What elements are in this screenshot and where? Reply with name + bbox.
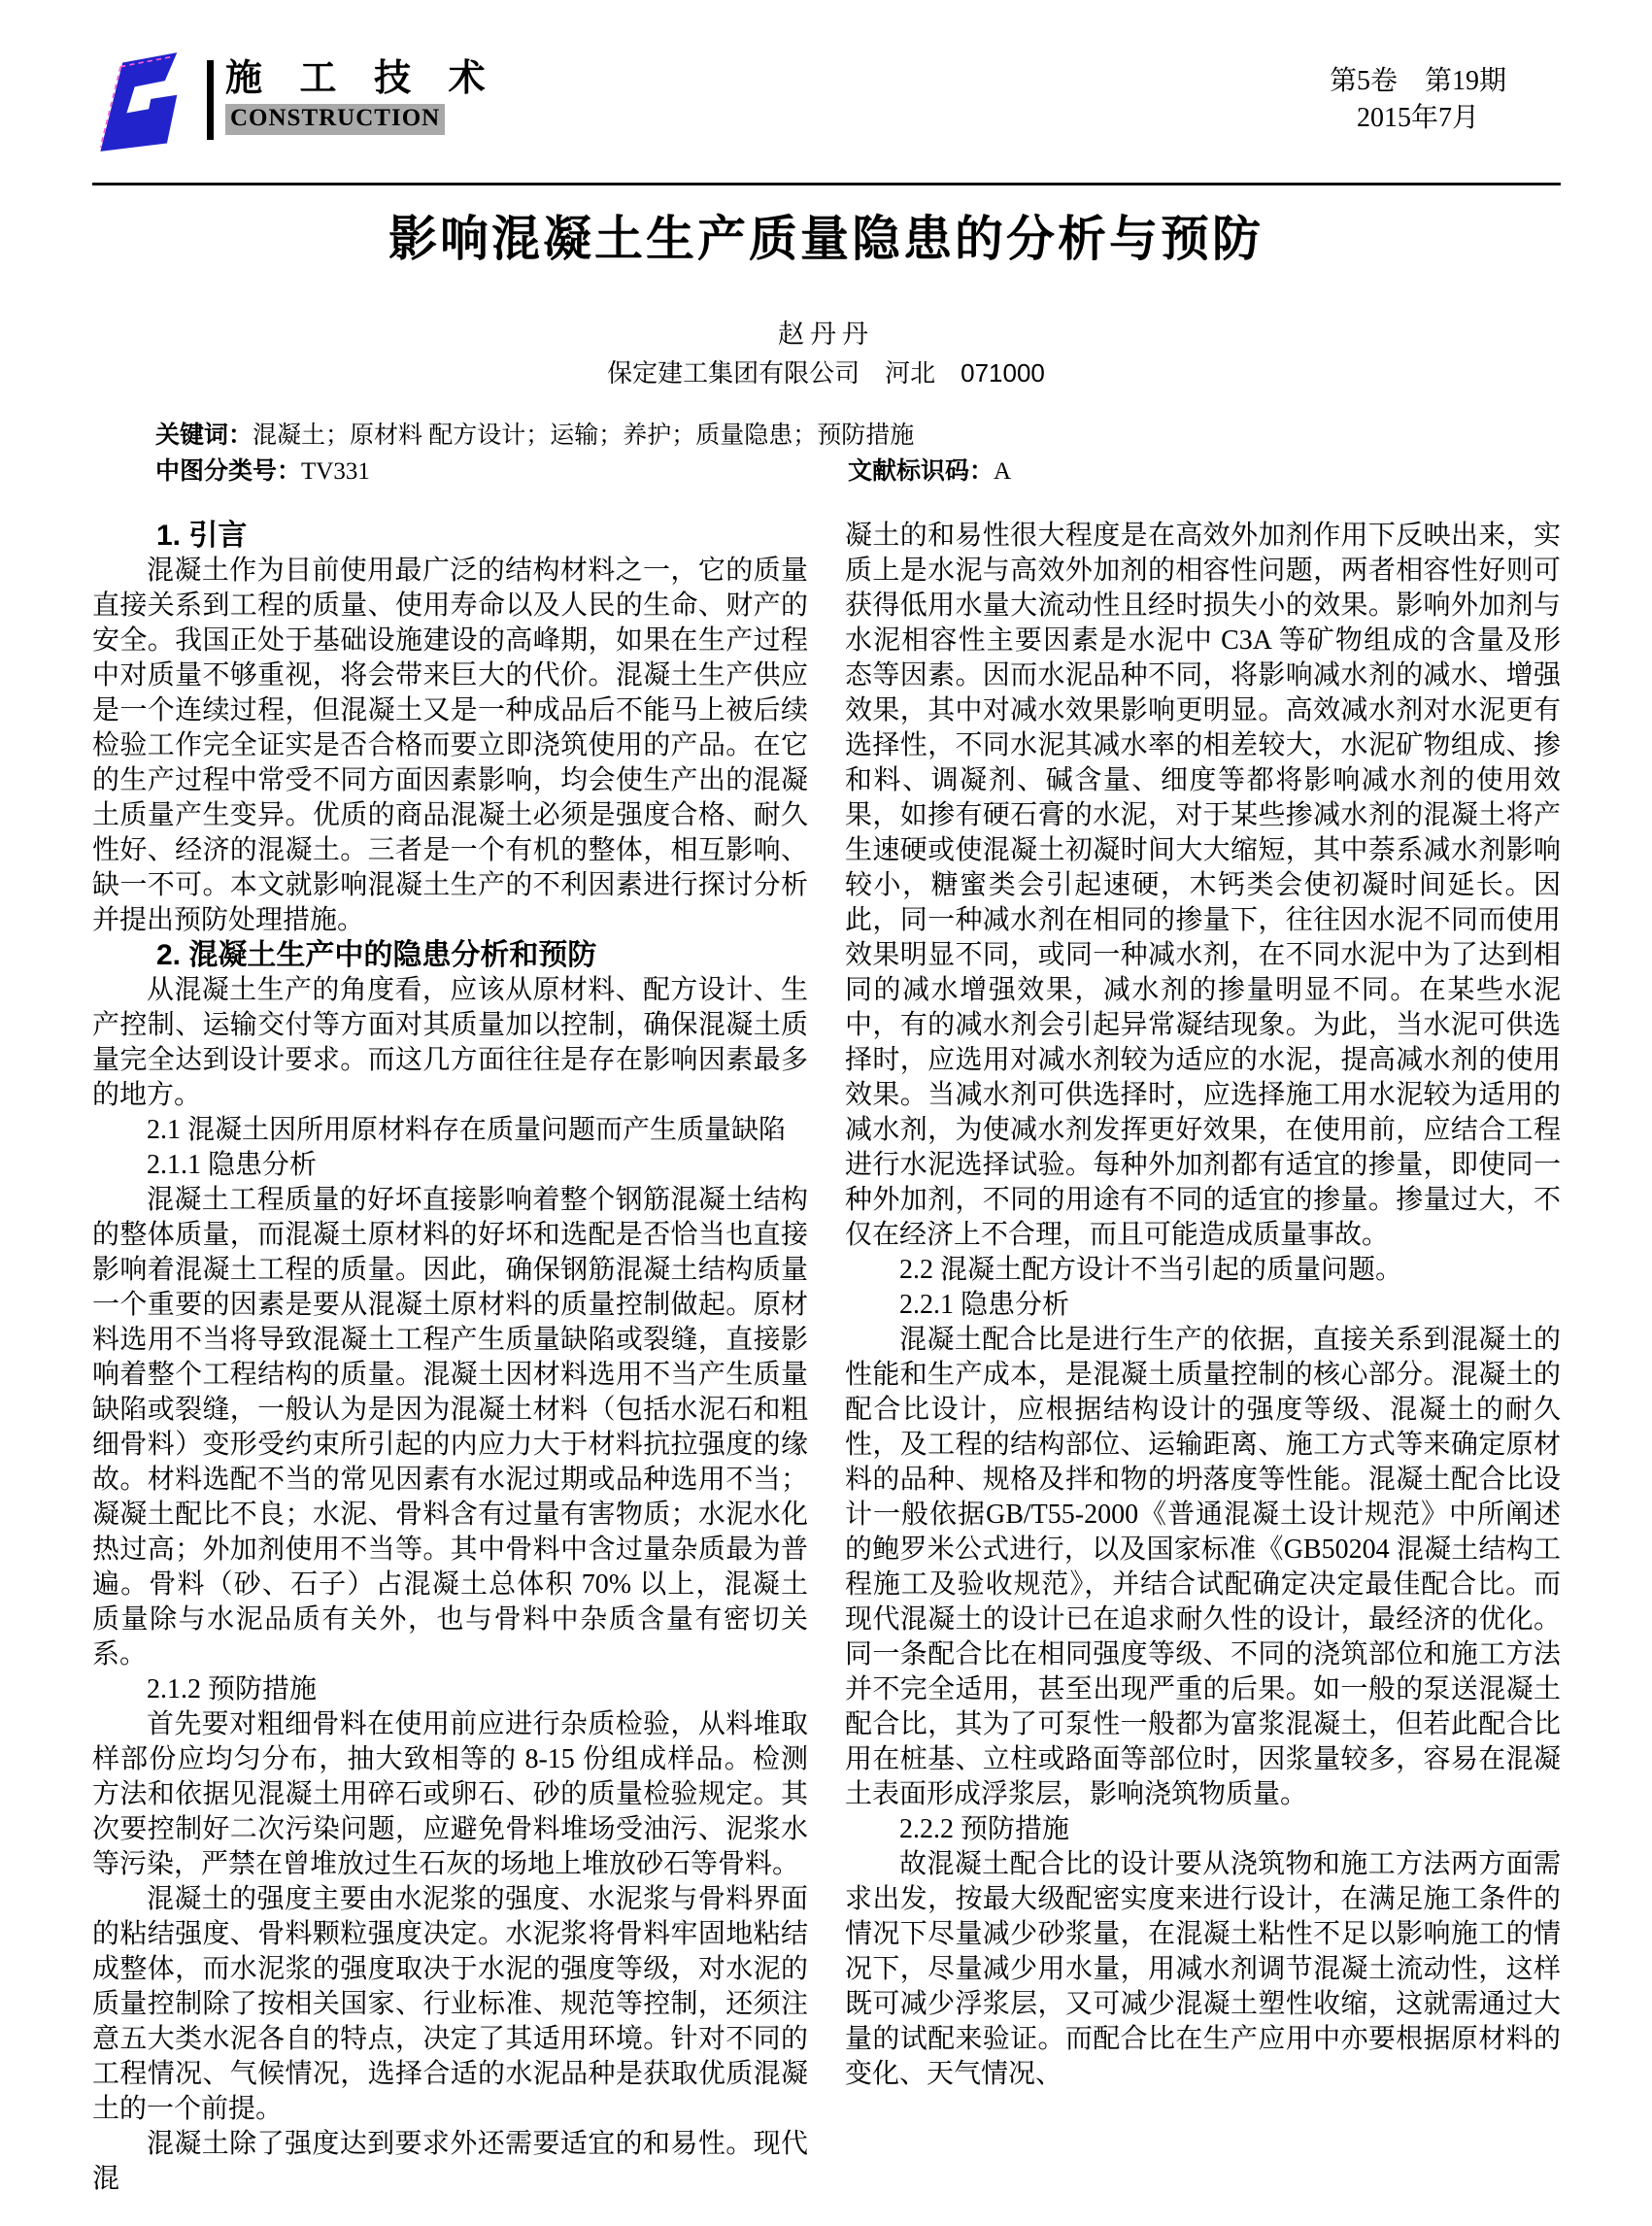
- section-heading: 1. 引言: [156, 520, 248, 552]
- issue-date: 2015年7月: [1356, 103, 1479, 134]
- construction-logo-g-icon: [92, 51, 193, 155]
- paragraph: 混凝土工程质量的好坏直接影响着整个钢筋混凝土结构的整体质量，而混凝土原材料的好坏和选配是否恰当也直接影响着混凝土工程的质量。因此，确保钢筋混凝土结构质量一个重要的因素是要从混凝土原材料的质量控制做起。原材料选用不当将导致混凝土工程产生质量缺陷或裂缝，直接影响着整个工程结构的质量。混凝土因材料选用不当产生质量缺陷或裂缝，一般认为是因为混凝土材料（包括水泥石和粗细骨料）变形受约束所引起的内应力大于材料抗拉强度的缘故。材料选配不当的常见因素有水泥过期或品种选用不当；凝凝土配比不良；水泥、骨料含有过量有害物质；水泥水化热过高；外加剂使用不当等。其中骨料中含过量杂质最为普遍。骨料（砂、石子）占混凝土总体积 70% 以上，混凝土质量除与水泥品质有关外，也与骨料中杂质含量有密切关系。: [92, 1185, 808, 1670]
- author-name: 赵丹丹: [778, 320, 874, 349]
- paragraph: 2.2 混凝土配方设计不当引起的质量问题。: [899, 1255, 1403, 1285]
- paragraph: 凝土的和易性很大程度是在高效外加剂作用下反映出来，实质上是水泥与高效外加剂的相容性问题，两者相容性好则可获得低用水量大流动性且经时损失小的效果。影响外加剂与水泥相容性主要因素是水泥中 C3A 等矿物组成的含量及形态等因素。因而水泥品种不同，将影响减水剂的减水、增强效果，其中对减水效果影响更明显。高效减水剂对水泥更有选择性，不同水泥其减水率的相差较大，水泥矿物组成、掺和料、调凝剂、碱含量、细度等都将影响减水剂的使用效果，如掺有硬石膏的水泥，对于某些掺减水剂的混凝土将产生速硬或使混凝土初凝时间大大缩短，其中萘系减水剂影响较小，糖蜜类会引起速硬，木钙类会使初凝时间延长。因此，同一种减水剂在相同的掺量下，往往因水泥不同而使用效果明显不同，或同一种减水剂，在不同水泥中为了达到相同的减水增强效果，减水剂的掺量明显不同。在某些水泥中，有的减水剂会引起异常凝结现象。为此，当水泥可供选择时，应选用对减水剂较为适应的水泥，提高减水剂的使用效果。当减水剂可供选择时，应选择施工用水泥较为适用的减水剂，为使减水剂发挥更好效果，在使用前，应结合工程进行水泥选择试验。每种外加剂都有适宜的掺量，即使同一种外加剂，不同的用途有不同的适宜的掺量。掺量过大，不仅在经济上不合理，而且可能造成质量事故。: [845, 521, 1561, 1250]
- journal-name-en: CONSTRUCTION: [225, 104, 445, 135]
- header-rule: [92, 183, 1561, 186]
- keywords-row: [155, 418, 1564, 454]
- doc-code-label: 文献标识码：: [848, 457, 995, 486]
- paragraph: 混凝土配合比是进行生产的依据，直接关系到混凝土的性能和生产成本，是混凝土质量控制的核心部分。混凝土的配合比设计，应根据结构设计的强度等级、混凝土的耐久性，及工程的结构部位、运输距离、施工方式等来确定原材料的品种、规格及拌和物的坍落度等性能。混凝土配合比设计一般依据GB/T55-2000《普通混凝土设计规范》中所阐述的鲍罗米公式进行，以及国家标准《GB50204 混凝土结构工程施工及验收规范》，并结合试配确定决定最佳配合比。而现代混凝土的设计已在追求耐久性的设计，最经济的优化。同一条配合比在相同强度等级、不同的浇筑部位和施工方法并不完全适用，甚至出现严重的后果。如一般的泵送混凝土配合比，其为了可泵性一般都为富浆混凝土，但若此配合比用在桩基、立柱或路面等部位时，因浆量较多，容易在混凝土表面形成浮浆层，影响浇筑物质量。: [845, 1325, 1561, 1809]
- paragraph: 2.2.2 预防措施: [899, 1814, 1070, 1844]
- paragraph: 2.1 混凝土因所用原材料存在质量问题而产生质量缺陷: [147, 1115, 787, 1145]
- issue-block: [1330, 64, 1506, 137]
- classification-row: [155, 454, 1564, 489]
- doc-code-value: A: [994, 458, 1012, 486]
- doc-code-group: [848, 454, 1011, 489]
- paragraph: 混凝土作为目前使用最广泛的结构材料之一，它的质量直接关系到工程的质量、使用寿命以及人民的生命、财产的安全。我国正处于基础设施建设的高峰期，如果在生产过程中对质量不够重视，将会带来巨大的代价。混凝土生产供应是一个连续过程，但混凝土又是一种成品后不能马上被后续检验工作完全证实是否合格而要立即浇筑使用的产品。在它的生产过程中常受不同方面因素影响，均会使生产出的混凝土质量产生变异。优质的商品混凝土必须是强度合格、耐久性好、经济的混凝土。三者是一个有机的整体，相互影响、缺一不可。本文就影响混凝土生产的不利因素进行探讨分析并提出预防处理措施。: [92, 556, 808, 935]
- logo-divider: [207, 60, 214, 140]
- paragraph: 从混凝土生产的角度看，应该从原材料、配方设计、生产控制、运输交付等方面对其质量加以控制，确保混凝土质量完全达到设计要求。而这几方面往往是存在影响因素最多的地方。: [92, 975, 808, 1110]
- page-title: 影响混凝土生产质量隐患的分析与预防: [388, 212, 1264, 266]
- author-affiliation: 保定建工集团有限公司 河北 071000: [607, 358, 1045, 388]
- masthead: [92, 51, 499, 155]
- keywords-label: 关键词：: [155, 422, 253, 449]
- section-heading: 2. 混凝土生产中的隐患分析和预防: [156, 939, 597, 971]
- clc-value: TV331: [301, 458, 370, 486]
- journal-name-cn: 施 工 技 术: [225, 58, 499, 99]
- paragraph: 故混凝土配合比的设计要从浇筑物和施工方法两方面需求出发，按最大级配密实度来进行设计，在满足施工条件的情况下尽量减少砂浆量，在混凝土粘性不足以影响施工的情况下，尽量减少用水量，用减水剂调节混凝土流动性，这样既可减少浮浆层，又可减少混凝土塑性收缩，这就需通过大量的试配来验证。而配合比在生产应用中亦要根据原材料的变化、天气情况、: [845, 1849, 1561, 2089]
- paragraph: 2.2.1 隐患分析: [899, 1290, 1070, 1320]
- clc-label: 中图分类号：: [155, 457, 302, 486]
- article-body: [92, 519, 1561, 2197]
- left-column: [92, 519, 808, 2197]
- keywords-value: 混凝土；原材料 配方设计；运输；养护；质量隐患；预防措施: [253, 422, 915, 449]
- paragraph: 2.1.2 预防措施: [147, 1674, 318, 1704]
- article-meta: [155, 418, 1564, 490]
- right-column: [845, 519, 1561, 2197]
- paragraph: 2.1.1 隐患分析: [147, 1150, 318, 1180]
- logo-text-block: [225, 60, 499, 135]
- paragraph: 混凝土的强度主要由水泥浆的强度、水泥浆与骨料界面的粘结强度、骨料颗粒强度决定。水泥浆将骨料牢固地粘结成整体，而水泥浆的强度取决于水泥的强度等级，对水泥的质量控制除了按相关国家、行业标准、规范等控制，还须注意五大类水泥各自的特点，决定了其适用环境。针对不同的工程情况、气候情况，选择合适的水泥品种是获取优质混凝土的一个前提。: [92, 1884, 808, 2124]
- volume-issue: 第5卷 第19期: [1329, 66, 1506, 96]
- paragraph: 首先要对粗细骨料在使用前应进行杂质检验，从料堆取样部份应均匀分布，抽大致相等的 8-15 份组成样品。检测方法和依据见混凝土用碎石或卵石、砂的质量检验规定。其次要控制好二次污染问题，应避免骨料堆场受油污、泥浆水等污染，严禁在曾堆放过生石灰的场地上堆放砂石等骨料。: [92, 1709, 808, 1879]
- paragraph: 混凝土除了强度达到要求外还需要适宜的和易性。现代混: [92, 2129, 808, 2194]
